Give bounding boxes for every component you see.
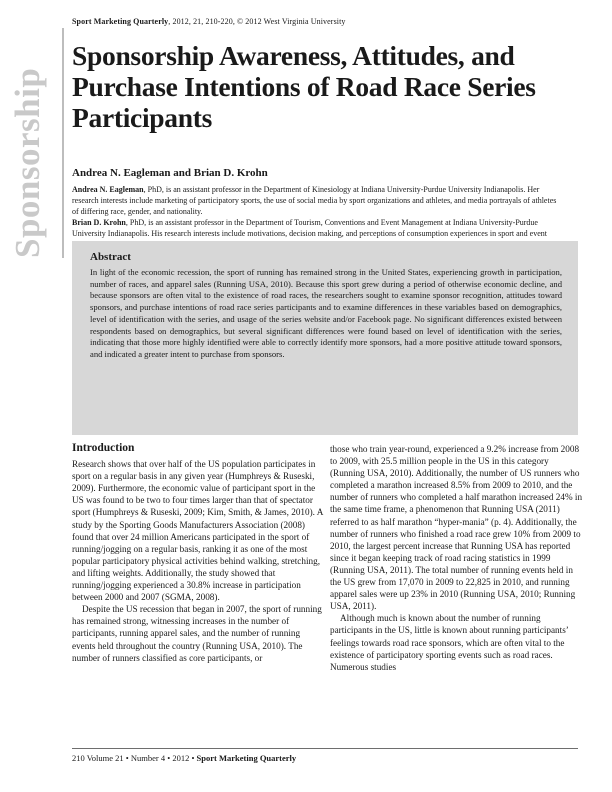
page-footer [72,753,296,763]
author-bio [72,184,564,217]
running-header [72,17,346,26]
header-citation: , 2012, 21, 210-220, © 2012 West Virginia University [168,17,346,26]
author-bio-text: , PhD, is an assistant professor in the Department of Kinesiology at Indiana University-Purdue University Indianapolis. Her research interests include marketing of participatory sports, the use of social media by sport organizations and athletes, and media portrayals of athletes of differing race, gender, and nationality. [72,185,557,217]
introduction-heading: Introduction [72,442,135,454]
body-column-left [72,440,325,664]
body-paragraph: those who train year-round, experienced a 9.2% increase from 2008 to 2009, with 25.5 million people in the US in this category (Running USA, 2010). Additionally, the number of US runners who completed a marathon increased 8.5% from 2009 to 2010, and the number of runners who completed a half marathon increased 24% in the same time frame, a phenomenon that Running USA (2011) referred to as half marathon “hyper-mania” (p. 4). Additionally, the number of runners who finished a road race grew 10% from 2009 to 2010, the largest percent increase that Running USA has reported since it began keeping track of road racing statistics in 1999 (Running USA, 2011). The total number of running events held in the US grew from 17,070 in 2009 to 22,825 in 2010, and running apparel sales were up 23% in 2010 (Running USA, 2010; Running USA, 2011). [330,444,583,612]
article-title: Sponsorship Awareness, Attitudes, and Purchase Intentions of Road Race Series Participants [72,40,536,133]
side-section-label: Sponsorship [8,67,47,258]
body-paragraph: Although much is known about the number of running participants in the US, little is known about running participants’ feelings towards road race sponsors, which are often vital to the existence of participatory sporting events such as road races. Numerous studies [330,613,569,672]
footer-page-info: 210 Volume 21 • Number 4 • 2012 • [72,753,197,763]
header-journal-name: Sport Marketing Quarterly [72,17,169,26]
author-line: Andrea N. Eagleman and Brian D. Krohn [72,167,268,179]
body-paragraph: Research shows that over half of the US population participates in sport on a regular basis in any given year (Humphreys & Ruseski, 2009). Furthermore, the economic value of participant sport in the US was found to be two to four times larger than that of spectator sport (Humphreys & Ruseski, 2009; Kim, Smith, & James, 2010). A study by the Sporting Goods Manufacturers Association (2008) found that over 24 million Americans participated in the sport of running/jogging on a regular basis, ranking it as one of the most popular participatory physical activities behind walking, stretching, and lifting weights. Additionally, the study showed that running/jogging experienced a 30.8% increase in participation between 2000 and 2007 (SGMA, 2008). [72,459,323,603]
abstract-box [72,241,578,435]
author-bio-text: , PhD, is an assistant professor in the Department of Tourism, Conventions and Event Management at Indiana University-Purdue University Indianapolis. His research interests include motivations, decision making, and perceptions of consumption experiences in sport and event [72,218,547,239]
body-paragraph: Despite the US recession that began in 2007, the sport of running has remained strong, witnessing increases in the number of participants, running apparel sales, and the number of running events held throughout the country (Running USA, 2010). The number of runners classified as core participants, or [72,604,322,663]
author-bio-name: Andrea N. Eagleman [72,185,144,194]
body-column-right [330,443,584,673]
abstract-text: In light of the economic recession, the sport of running has remained strong in the United States, experiencing growth in participation, number of races, and apparel sales (Running USA, 2010). Because this sport grew during a period of otherwise economic decline, and because sponsors are often vital to the existence of road races, the researchers sought to examine sponsor recognition, attitudes toward sponsors, and purchase intentions of road race series participants and to examine differences in these variables based on demographics, level of identification with the series, and usage of the series website and/or Facebook page. No significant differences existed between respondents based on demographics, but several significant differences were found based on level of identification with the series, indicating that those more highly identified were able to correctly identify more sponsors, had a more positive attitude toward sponsors, and indicated a greater intent to purchase from sponsors. [90,267,562,359]
footer-rule [72,748,578,749]
footer-journal-name: Sport Marketing Quarterly [196,753,297,763]
abstract-heading: Abstract [90,251,131,263]
vertical-divider [62,28,64,258]
author-bio-name: Brian D. Krohn [72,218,126,228]
